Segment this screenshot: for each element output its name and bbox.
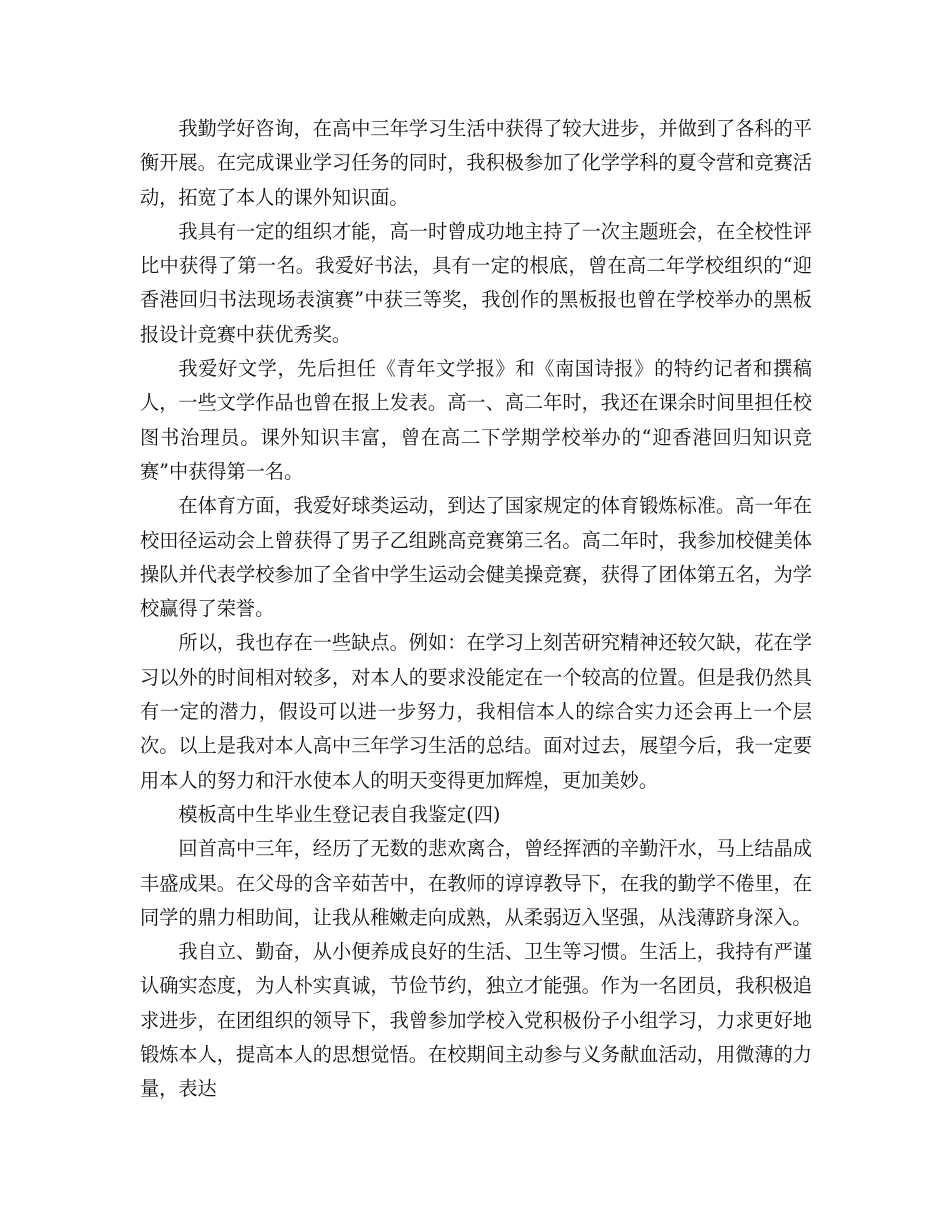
paragraph-study: 我勤学好咨询，在高中三年学习生活中获得了较大进步，并做到了各科的平衡开展。在完成课业学习任务的同时，我积极参加了化学学科的夏令营和竞赛活动，拓宽了本人的课外知识面。 [140, 117, 812, 209]
paragraph-organization: 我具有一定的组织才能，高一时曾成功地主持了一次主题班会，在全校性评比中获得了第一名。我爱好书法，具有一定的根底，曾在高二年学校组织的“迎香港回归书法现场表演赛”中获三等奖，我创作的黑板报也曾在学校举办的黑板报设计竞赛中获优秀奖。 [140, 219, 812, 346]
paragraph-shortcomings: 所以，我也存在一些缺点。例如：在学习上刻苦研究精神还较欠缺，花在学习以外的时间相对较多，对本人的要求没能定在一个较高的位置。但是我仍然具有一定的潜力，假设可以进一步努力，我相信本人的综合实力还会再上一个层次。以上是我对本人高中三年学习生活的总结。面对过去，展望今后，我一定要用本人的努力和汗水使本人的明天变得更加辉煌，更加美妙。 [140, 631, 812, 792]
paragraph-self-reliance: 我自立、勤奋，从小便养成良好的生活、卫生等习惯。生活上，我持有严谨认确实态度，为人朴实真诚，节俭节约，独立才能强。作为一名团员，我积极追求进步，在团组织的领导下，我曾参加学校入党积极份子小组学习，力求更好地锻炼本人，提高本人的思想觉悟。在校期间主动参与义务献血活动，用微薄的力量，表达 [140, 940, 812, 1101]
paragraph-sports: 在体育方面，我爱好球类运动，到达了国家规定的体育锻炼标准。高一年在校田径运动会上曾获得了男子乙组跳高竞赛第三名。高二年时，我参加校健美体操队并代表学校参加了全省中学生运动会健美操竞赛，获得了团体第五名，为学校赢得了荣誉。 [140, 494, 812, 621]
paragraph-literature: 我爱好文学，先后担任《青年文学报》和《南国诗报》的特约记者和撰稿人，一些文学作品也曾在报上发表。高一、高二年时，我还在课余时间里担任校图书治理员。课外知识丰富，曾在高二下学期学校举办的“迎香港回归知识竞赛”中获得第一名。 [140, 357, 812, 483]
document-page [140, 112, 812, 1107]
paragraph-review: 回首高中三年，经历了无数的悲欢离合，曾经挥洒的辛勤汗水，马上结晶成丰盛成果。在父母的含辛茹苦中，在教师的谆谆教导下，在我的勤学不倦里，在同学的鼎力相助间，让我从稚嫩走向成熟，从柔弱迈入坚强，从浅薄跻身深入。 [140, 837, 812, 929]
section-heading: 模板高中生毕业生登记表自我鉴定(四) [178, 802, 501, 826]
